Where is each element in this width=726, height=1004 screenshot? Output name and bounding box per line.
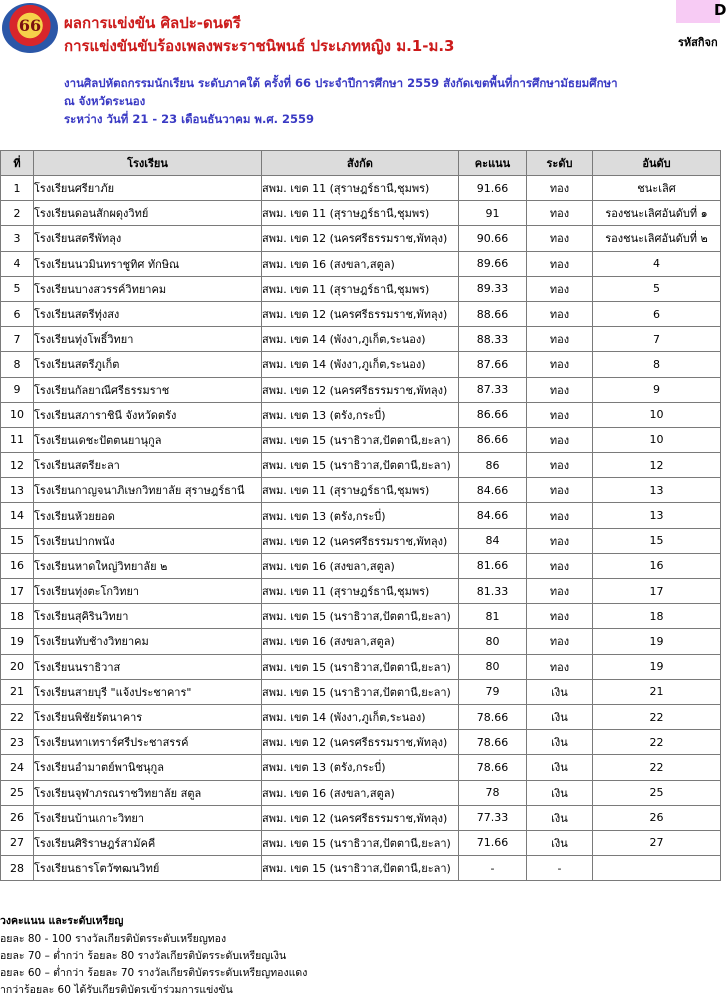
cell-area: สพม. เขต 16 (สงขลา,สตูล) — [262, 780, 459, 805]
cell-medal: ทอง — [527, 579, 593, 604]
cell-rank: ชนะเลิศ — [593, 176, 721, 201]
cell-area: สพม. เขต 15 (นราธิวาส,ปัตตานี,ยะลา) — [262, 856, 459, 881]
cell-rank: 12 — [593, 453, 721, 478]
cell-school: โรงเรียนอำมาตย์พานิชนุกูล — [34, 755, 262, 780]
cell-no: 16 — [1, 553, 34, 578]
cell-school: โรงเรียนสภาราชินี จังหวัดตรัง — [34, 402, 262, 427]
cell-school: โรงเรียนสตรีภูเก็ต — [34, 352, 262, 377]
cell-score: - — [459, 856, 527, 881]
table-row — [1, 276, 721, 301]
cell-area: สพม. เขต 16 (สงขลา,สตูล) — [262, 251, 459, 276]
activity-code-label: รหัสกิจก — [678, 36, 718, 49]
cell-school: โรงเรียนหาดใหญ่วิทยาลัย ๒ — [34, 553, 262, 578]
cell-area: สพม. เขต 12 (นครศรีธรรมราช,พัทลุง) — [262, 226, 459, 251]
cell-score: 80 — [459, 654, 527, 679]
cell-score: 86.66 — [459, 427, 527, 452]
table-row — [1, 528, 721, 553]
cell-medal: ทอง — [527, 604, 593, 629]
event-info-line1: งานศิลปหัตถกรรมนักเรียน ระดับภาคใต้ ครั้งที่ 66 ประจำปีการศึกษา 2559 สังกัดเขตพื้นที่การศึกษามัธยมศึกษา — [64, 76, 618, 90]
cell-medal: ทอง — [527, 301, 593, 326]
cell-no: 9 — [1, 377, 34, 402]
cell-score: 71.66 — [459, 830, 527, 855]
cell-area: สพม. เขต 13 (ตรัง,กระบี่) — [262, 402, 459, 427]
cell-no: 23 — [1, 730, 34, 755]
table-row — [1, 503, 721, 528]
cell-no: 22 — [1, 704, 34, 729]
cell-school: โรงเรียนจุฬาภรณราชวิทยาลัย สตูล — [34, 780, 262, 805]
table-row — [1, 176, 721, 201]
table-row — [1, 226, 721, 251]
table-row — [1, 679, 721, 704]
cell-no: 27 — [1, 830, 34, 855]
table-row — [1, 730, 721, 755]
cell-rank: 16 — [593, 553, 721, 578]
cell-medal: ทอง — [527, 327, 593, 352]
cell-rank: 9 — [593, 377, 721, 402]
table-row — [1, 251, 721, 276]
legend-line: ำกว่าร้อยละ 60 ได้รับเกียรติบัตรเข้าร่วมการแข่งขัน — [0, 984, 233, 996]
cell-no: 19 — [1, 629, 34, 654]
cell-rank: 22 — [593, 730, 721, 755]
cell-school: โรงเรียนเดชะปัตตนยานุกูล — [34, 427, 262, 452]
cell-score: 80 — [459, 629, 527, 654]
table-row — [1, 377, 721, 402]
cell-score: 84.66 — [459, 503, 527, 528]
cell-medal: ทอง — [527, 453, 593, 478]
cell-medal: ทอง — [527, 251, 593, 276]
cell-medal: ทอง — [527, 503, 593, 528]
cell-area: สพม. เขต 15 (นราธิวาส,ปัตตานี,ยะลา) — [262, 604, 459, 629]
table-row — [1, 352, 721, 377]
table-row — [1, 327, 721, 352]
cell-no: 11 — [1, 427, 34, 452]
cell-area: สพม. เขต 15 (นราธิวาส,ปัตตานี,ยะลา) — [262, 679, 459, 704]
legend-line: อยละ 80 - 100 รางวัลเกียรติบัตรระดับเหรียญทอง — [0, 933, 227, 945]
cell-score: 78.66 — [459, 704, 527, 729]
cell-no: 3 — [1, 226, 34, 251]
cell-no: 24 — [1, 755, 34, 780]
table-row — [1, 805, 721, 830]
competition-title: การแข่งขันขับร้องเพลงพระราชนิพนธ์ ประเภทหญิง ม.1-ม.3 — [64, 37, 455, 55]
col-header-score: คะแนน — [459, 151, 527, 176]
cell-no: 12 — [1, 453, 34, 478]
cell-area: สพม. เขต 15 (นราธิวาส,ปัตตานี,ยะลา) — [262, 830, 459, 855]
table-row — [1, 856, 721, 881]
cell-no: 25 — [1, 780, 34, 805]
cell-area: สพม. เขต 12 (นครศรีธรรมราช,พัทลุง) — [262, 805, 459, 830]
cell-rank: 5 — [593, 276, 721, 301]
cell-school: โรงเรียนศรียาภัย — [34, 176, 262, 201]
table-row — [1, 579, 721, 604]
cell-rank: 15 — [593, 528, 721, 553]
cell-score: 81 — [459, 604, 527, 629]
cell-no: 17 — [1, 579, 34, 604]
cell-score: 91.66 — [459, 176, 527, 201]
cell-no: 5 — [1, 276, 34, 301]
cell-no: 4 — [1, 251, 34, 276]
cell-medal: ทอง — [527, 478, 593, 503]
cell-score: 84.66 — [459, 478, 527, 503]
cell-rank: รองชนะเลิศอันดับที่ ๑ — [593, 201, 721, 226]
cell-rank: 22 — [593, 704, 721, 729]
cell-school: โรงเรียนทับช้างวิทยาคม — [34, 629, 262, 654]
cell-school: โรงเรียนทาเทราร์ศรีประชาสรรค์ — [34, 730, 262, 755]
cell-medal: ทอง — [527, 629, 593, 654]
cell-no: 26 — [1, 805, 34, 830]
cell-medal: เงิน — [527, 830, 593, 855]
cell-medal: ทอง — [527, 553, 593, 578]
table-row — [1, 427, 721, 452]
table-row — [1, 301, 721, 326]
cell-no: 13 — [1, 478, 34, 503]
cell-no: 2 — [1, 201, 34, 226]
cell-score: 86.66 — [459, 402, 527, 427]
cell-school: โรงเรียนสุคิรินวิทยา — [34, 604, 262, 629]
cell-score: 78.66 — [459, 730, 527, 755]
cell-area: สพม. เขต 14 (พังงา,ภูเก็ต,ระนอง) — [262, 352, 459, 377]
cell-no: 6 — [1, 301, 34, 326]
cell-score: 90.66 — [459, 226, 527, 251]
table-row — [1, 755, 721, 780]
event-logo — [2, 3, 58, 53]
cell-score: 89.33 — [459, 276, 527, 301]
table-row — [1, 201, 721, 226]
cell-area: สพม. เขต 15 (นราธิวาส,ปัตตานี,ยะลา) — [262, 654, 459, 679]
cell-medal: เงิน — [527, 730, 593, 755]
cell-score: 86 — [459, 453, 527, 478]
cell-school: โรงเรียนทุ่งโพธิ์วิทยา — [34, 327, 262, 352]
cell-area: สพม. เขต 14 (พังงา,ภูเก็ต,ระนอง) — [262, 704, 459, 729]
col-header-school: โรงเรียน — [34, 151, 262, 176]
cell-school: โรงเรียนกาญจนาภิเษกวิทยาลัย สุราษฎร์ธานี — [34, 478, 262, 503]
cell-school: โรงเรียนบางสวรรค์วิทยาคม — [34, 276, 262, 301]
table-row — [1, 604, 721, 629]
cell-rank: 13 — [593, 478, 721, 503]
cell-school: โรงเรียนดอนสักผดุงวิทย์ — [34, 201, 262, 226]
cell-area: สพม. เขต 15 (นราธิวาส,ปัตตานี,ยะลา) — [262, 427, 459, 452]
table-header-row — [1, 151, 721, 176]
cell-no: 10 — [1, 402, 34, 427]
cell-rank: 19 — [593, 654, 721, 679]
cell-score: 87.66 — [459, 352, 527, 377]
logo-number: 66 — [18, 16, 42, 35]
results-title: ผลการแข่งขัน ศิลปะ-ดนตรี — [64, 14, 241, 32]
cell-medal: เงิน — [527, 755, 593, 780]
cell-area: สพม. เขต 11 (สุราษฎร์ธานี,ชุมพร) — [262, 201, 459, 226]
cell-score: 78.66 — [459, 755, 527, 780]
cell-rank: 7 — [593, 327, 721, 352]
cell-rank: 25 — [593, 780, 721, 805]
cell-no: 15 — [1, 528, 34, 553]
cell-school: โรงเรียนสตรีทุ่งสง — [34, 301, 262, 326]
table-row — [1, 629, 721, 654]
cell-school: โรงเรียนนวมินทราชูทิศ ทักษิณ — [34, 251, 262, 276]
cell-area: สพม. เขต 12 (นครศรีธรรมราช,พัทลุง) — [262, 528, 459, 553]
cell-area: สพม. เขต 16 (สงขลา,สตูล) — [262, 629, 459, 654]
cell-area: สพม. เขต 11 (สุราษฎร์ธานี,ชุมพร) — [262, 276, 459, 301]
cell-medal: ทอง — [527, 352, 593, 377]
cell-rank: 26 — [593, 805, 721, 830]
col-header-area: สังกัด — [262, 151, 459, 176]
cell-rank: 8 — [593, 352, 721, 377]
cell-no: 18 — [1, 604, 34, 629]
cell-school: โรงเรียนสตรียะลา — [34, 453, 262, 478]
cell-area: สพม. เขต 13 (ตรัง,กระบี่) — [262, 503, 459, 528]
event-info-line2: ณ จังหวัดระนอง — [64, 94, 146, 108]
cell-score: 88.33 — [459, 327, 527, 352]
corner-badge-text: D — [714, 1, 726, 19]
cell-school: โรงเรียนห้วยยอด — [34, 503, 262, 528]
cell-rank — [593, 856, 721, 881]
table-row — [1, 453, 721, 478]
cell-no: 1 — [1, 176, 34, 201]
cell-rank: 10 — [593, 402, 721, 427]
cell-area: สพม. เขต 12 (นครศรีธรรมราช,พัทลุง) — [262, 301, 459, 326]
cell-rank: 22 — [593, 755, 721, 780]
cell-rank: 17 — [593, 579, 721, 604]
cell-school: โรงเรียนสตรีพัทลุง — [34, 226, 262, 251]
cell-score: 81.33 — [459, 579, 527, 604]
col-header-no: ที่ — [1, 151, 34, 176]
col-header-rank: อันดับ — [593, 151, 721, 176]
cell-rank: 18 — [593, 604, 721, 629]
cell-medal: ทอง — [527, 427, 593, 452]
cell-rank: 21 — [593, 679, 721, 704]
cell-rank: 10 — [593, 427, 721, 452]
legend-line: อยละ 70 – ต่ำกว่า ร้อยละ 80 รางวัลเกียรติบัตรระดับเหรียญเงิน — [0, 950, 287, 962]
results-table — [0, 150, 721, 881]
col-header-medal: ระดับ — [527, 151, 593, 176]
cell-no: 7 — [1, 327, 34, 352]
cell-area: สพม. เขต 13 (ตรัง,กระบี่) — [262, 755, 459, 780]
cell-score: 78 — [459, 780, 527, 805]
cell-medal: ทอง — [527, 528, 593, 553]
cell-school: โรงเรียนบ้านเกาะวิทยา — [34, 805, 262, 830]
cell-medal: ทอง — [527, 402, 593, 427]
cell-school: โรงเรียนปากพนัง — [34, 528, 262, 553]
cell-area: สพม. เขต 12 (นครศรีธรรมราช,พัทลุง) — [262, 377, 459, 402]
cell-rank: 27 — [593, 830, 721, 855]
cell-score: 91 — [459, 201, 527, 226]
cell-rank: 6 — [593, 301, 721, 326]
cell-no: 8 — [1, 352, 34, 377]
cell-school: โรงเรียนทุ่งตะโกวิทยา — [34, 579, 262, 604]
cell-rank: 4 — [593, 251, 721, 276]
event-info-line3: ระหว่าง วันที่ 21 - 23 เดือนธันวาคม พ.ศ. 2559 — [64, 112, 315, 126]
cell-area: สพม. เขต 16 (สงขลา,สตูล) — [262, 553, 459, 578]
cell-score: 81.66 — [459, 553, 527, 578]
cell-area: สพม. เขต 11 (สุราษฎร์ธานี,ชุมพร) — [262, 176, 459, 201]
cell-score: 87.33 — [459, 377, 527, 402]
cell-rank: 19 — [593, 629, 721, 654]
cell-school: โรงเรียนศิริราษฎร์สามัคคี — [34, 830, 262, 855]
cell-score: 79 — [459, 679, 527, 704]
table-row — [1, 553, 721, 578]
table-row — [1, 704, 721, 729]
cell-no: 20 — [1, 654, 34, 679]
cell-score: 88.66 — [459, 301, 527, 326]
cell-medal: ทอง — [527, 377, 593, 402]
cell-medal: ทอง — [527, 201, 593, 226]
cell-medal: เงิน — [527, 780, 593, 805]
cell-rank: 13 — [593, 503, 721, 528]
cell-no: 28 — [1, 856, 34, 881]
cell-school: โรงเรียนพิชัยรัตนาคาร — [34, 704, 262, 729]
cell-area: สพม. เขต 11 (สุราษฎร์ธานี,ชุมพร) — [262, 579, 459, 604]
table-row — [1, 780, 721, 805]
cell-medal: ทอง — [527, 176, 593, 201]
cell-school: โรงเรียนธารโตวัฑฒนวิทย์ — [34, 856, 262, 881]
cell-rank: รองชนะเลิศอันดับที่ ๒ — [593, 226, 721, 251]
cell-medal: ทอง — [527, 276, 593, 301]
table-row — [1, 478, 721, 503]
cell-medal: เงิน — [527, 805, 593, 830]
cell-score: 89.66 — [459, 251, 527, 276]
table-row — [1, 830, 721, 855]
cell-school: โรงเรียนกัลยาณีศรีธรรมราช — [34, 377, 262, 402]
cell-school: โรงเรียนนราธิวาส — [34, 654, 262, 679]
legend-line: อยละ 60 – ต่ำกว่า ร้อยละ 70 รางวัลเกียรติบัตรระดับเหรียญทองแดง — [0, 967, 308, 979]
cell-area: สพม. เขต 15 (นราธิวาส,ปัตตานี,ยะลา) — [262, 453, 459, 478]
corner-badge — [676, 0, 726, 23]
cell-school: โรงเรียนสายบุรี "แจ้งประชาคาร" — [34, 679, 262, 704]
table-row — [1, 654, 721, 679]
cell-score: 77.33 — [459, 805, 527, 830]
cell-medal: ทอง — [527, 654, 593, 679]
cell-medal: เงิน — [527, 679, 593, 704]
cell-medal: เงิน — [527, 704, 593, 729]
cell-score: 84 — [459, 528, 527, 553]
cell-medal: - — [527, 856, 593, 881]
cell-no: 21 — [1, 679, 34, 704]
cell-area: สพม. เขต 12 (นครศรีธรรมราช,พัทลุง) — [262, 730, 459, 755]
table-row — [1, 402, 721, 427]
cell-medal: ทอง — [527, 226, 593, 251]
cell-area: สพม. เขต 14 (พังงา,ภูเก็ต,ระนอง) — [262, 327, 459, 352]
legend-title: วงคะแนน และระดับเหรียญ — [0, 915, 124, 927]
cell-no: 14 — [1, 503, 34, 528]
cell-area: สพม. เขต 11 (สุราษฎร์ธานี,ชุมพร) — [262, 478, 459, 503]
